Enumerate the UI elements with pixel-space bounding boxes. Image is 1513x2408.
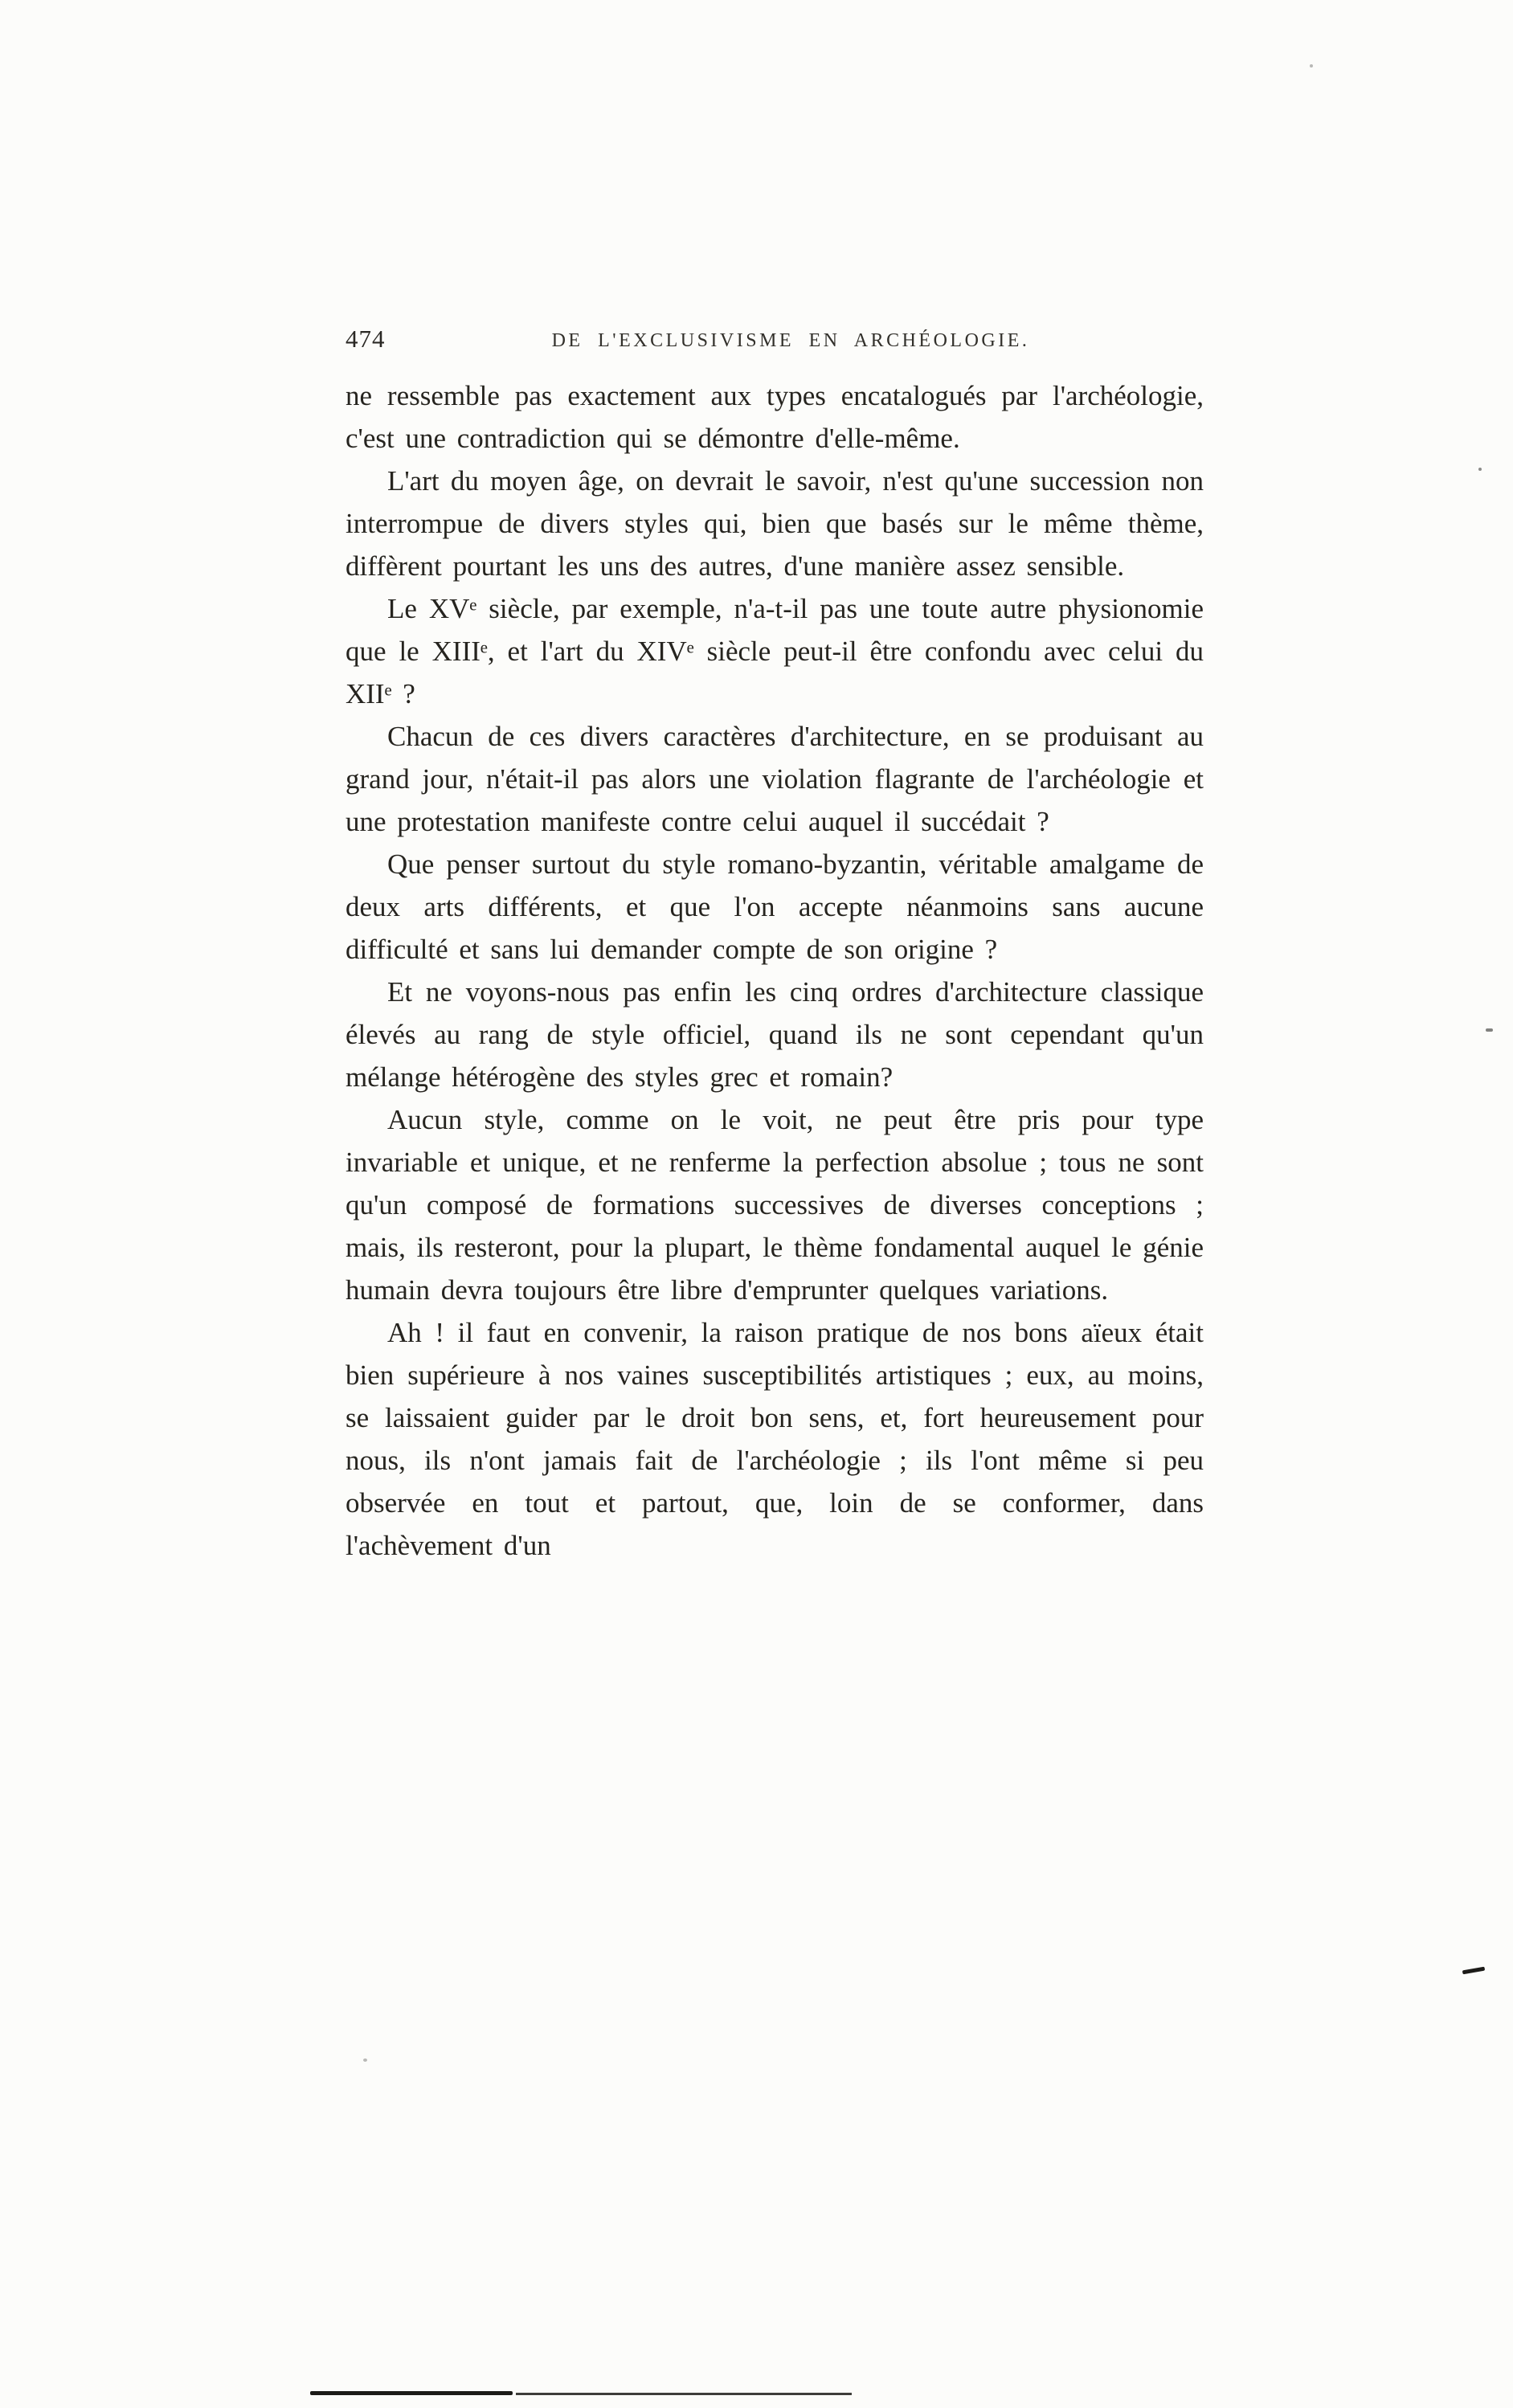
paragraph: Aucun style, comme on le voit, ne peut être pris pour type invariable et unique, et ne renferme la perfection absolue ; tous ne sont qu'un composé de formations successives de diverses conceptions ; mais, ils resteront, pour la plupart, le thème fondamental auquel le génie humain devra toujours être libre d'emprunter quelques variations.: [346, 1104, 1204, 1306]
scan-artifact-bottom-line: [516, 2393, 852, 2395]
paragraph: Ah ! il faut en convenir, la raison pratique de nos bons aïeux était bien supérieure à nos vaines susceptibilités artistiques ; eux, au moins, se laissaient guider par le droit bon sens, et, fort heureusement pour nous, ils n'ont jamais fait de l'archéologie ; ils l'ont même si peu observée en tout et partout, que, loin de se conformer, dans l'achèvement d'un: [346, 1317, 1204, 1561]
scan-speck: [1486, 1028, 1493, 1032]
scan-artifact-mark: [1462, 1967, 1485, 1975]
paragraph: Chacun de ces divers caractères d'architecture, en se produisant au grand jour, n'était-il pas alors une violation flagrante de l'archéologie et une protestation manifeste contre celui auquel il succédait ?: [346, 721, 1204, 837]
scan-speck: [1310, 64, 1313, 67]
running-title: DE L'EXCLUSIVISME EN ARCHÉOLOGIE.: [551, 330, 1030, 351]
scan-speck: [1478, 468, 1482, 471]
body-text: [346, 374, 1204, 1567]
scan-artifact-bottom-line: [310, 2391, 513, 2395]
paragraph: ne ressemble pas exactement aux types encatalogués par l'archéologie, c'est une contradiction qui se démontre d'elle-même.: [346, 380, 1204, 454]
paragraph: L'art du moyen âge, on devrait le savoir, n'est qu'une succession non interrompue de divers styles qui, bien que basés sur le même thème, diffèrent pourtant les uns des autres, d'une manière assez sensible.: [346, 465, 1204, 582]
paragraph: Que penser surtout du style romano-byzantin, véritable amalgame de deux arts différents, et que l'on accepte néanmoins sans aucune difficulté et sans lui demander compte de son origine ?: [346, 848, 1204, 965]
page-number: 474: [346, 325, 386, 353]
page-header: [346, 325, 1204, 360]
scan-speck: [363, 2058, 367, 2062]
paragraph: Le XVᵉ siècle, par exemple, n'a-t-il pas une toute autre physionomie que le XIIIᵉ, et l'art du XIVᵉ siècle peut-il être confondu avec celui du XIIᵉ ?: [346, 593, 1204, 709]
paragraph: Et ne voyons-nous pas enfin les cinq ordres d'architecture classique élevés au rang de style officiel, quand ils ne sont cependant qu'un mélange hétérogène des styles grec et romain?: [346, 976, 1204, 1093]
